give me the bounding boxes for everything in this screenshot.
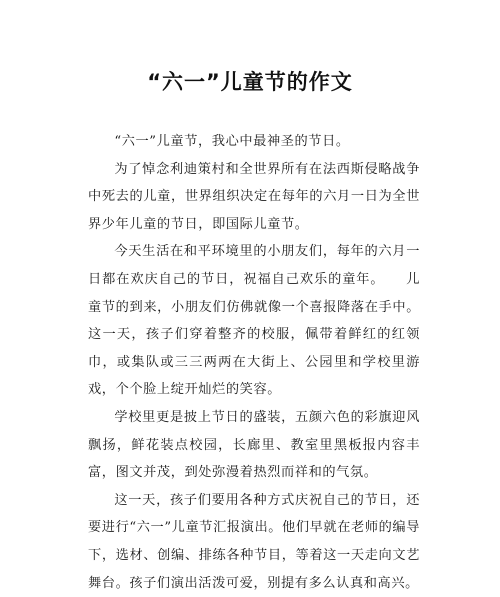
paragraph: 学校里更是披上节日的盛装，五颜六色的彩旗迎风飘扬，鲜花装点校园，长廊里、教室里黑板报内容丰富，图文并茂，到处弥漫着热烈而祥和的气氛。 — [88, 409, 420, 481]
document-body — [88, 128, 420, 597]
paragraph: 这一天，孩子们要用各种方式庆祝自己的节日，还要进行“六一”儿童节汇报演出。他们早就在老师的编导下，选材、创编、排练各种节目，等着这一天走向文艺舞台。孩子们演出活泼可爱，别提有多么认真和高兴。 — [88, 492, 420, 591]
paragraph: “六一”儿童节，我心中最神圣的节日。 — [114, 134, 350, 149]
document-title: “六一”儿童节的作文 — [147, 70, 353, 94]
paragraph: 今天生活在和平环境里的小朋友们，每年的六月一日都在欢庆自己的节日，祝福自己欢乐的童年。 儿童节的到来，小朋友们仿佛就像一个喜报降落在手中。这一天，孩子们穿着整齐的校服，佩带着鲜红的红领巾，或集队或三三两两在大街上、公园里和学校里游戏，个个脸上绽开灿烂的笑容。 — [88, 244, 420, 398]
paragraph: 为了悼念利迪策村和全世界所有在法西斯侵略战争中死去的儿童，世界组织决定在每年的六月一日为全世界少年儿童的节日，即国际儿童节。 — [88, 161, 420, 232]
